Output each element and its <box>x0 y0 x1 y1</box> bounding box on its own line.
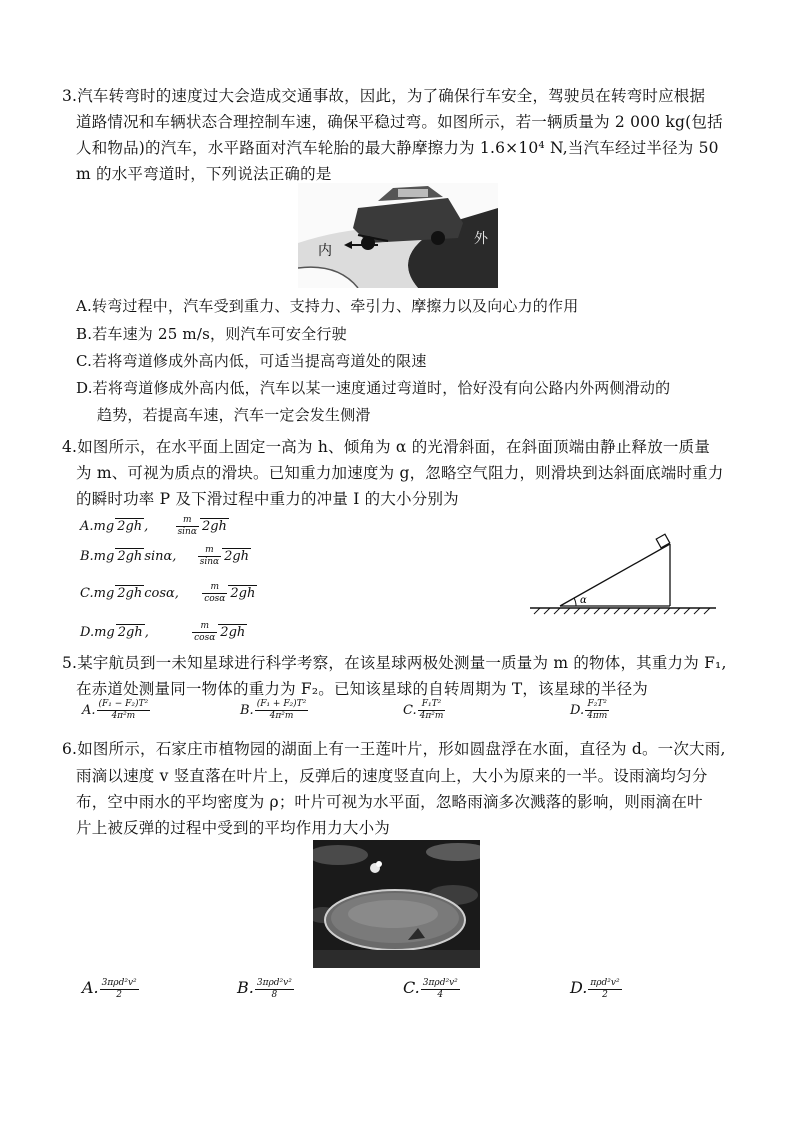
q5-option-b: B. $\frac{\text{(F₁ + F₂)T²}}{\text{4π²m}}$ <box>240 699 307 721</box>
q4-line3: 的瞬时功率 P 及下滑过程中重力的冲量 I 的大小分别为 <box>76 490 459 508</box>
q6-line2: 雨滴以速度 v 竖直落在叶片上，反弹后的速度竖直向上，大小为原来的一半。设雨滴均匀分 <box>76 767 708 785</box>
fig-outer-label: 外 <box>474 231 488 247</box>
q4-option-d: D.mg 2gh , $\frac{m}{\cos\alpha}$ 2gh <box>80 621 246 643</box>
q6-line3: 布，空中雨水的平均密度为 ρ；叶片可视为水平面，忽略雨滴多次溅落的影响，则雨滴在叶 <box>76 793 703 811</box>
incline-figure <box>530 530 720 615</box>
q3-option-b: B.若车速为 25 m/s，则汽车可安全行驶 <box>76 325 347 343</box>
q6-option-c: C. $\frac{\text{3πρd²v²}}{4}$ <box>403 978 458 1000</box>
q3-option-d-line1: D.若将弯道修成外高内低，汽车以某一速度通过弯道时，恰好没有向公路内外两侧滑动的 <box>76 379 671 397</box>
q4-line2: 为 m、可视为质点的滑块。已知重力加速度为 g，忽略空气阻力，则滑块到达斜面底端时重力 <box>76 464 724 482</box>
lotus-leaf-photo <box>313 840 480 968</box>
q6-line4: 片上被反弹的过程中受到的平均作用力大小为 <box>76 819 391 837</box>
q5-option-c: C. $\frac{\text{F₁T²}}{\text{4π²m}}$ <box>403 699 444 721</box>
q6-line1: 6.如图所示，石家庄市植物园的湖面上有一王莲叶片，形如圆盘浮在水面，直径为 d。一次大雨, <box>62 740 726 758</box>
q5-line1: 5.某宇航员到一未知星球进行科学考察，在该星球两极处测量一质量为 m 的物体，其重力为 F₁, <box>62 654 727 672</box>
fig-inner-label: 内 <box>318 243 332 259</box>
q4-option-b: B.mg 2gh sinα, $\frac{m}{\sin\alpha}$ 2gh <box>80 545 250 567</box>
q3-line4: m 的水平弯道时，下列说法正确的是 <box>76 165 332 183</box>
q6-option-d: D. $\frac{\text{πρd²v²}}{2}$ <box>570 978 620 1000</box>
q4-option-a: A.mg 2gh , $\frac{m}{\sin\alpha}$ 2gh <box>80 515 227 537</box>
q6-option-b: B. $\frac{\text{3πρd²v²}}{8}$ <box>237 978 292 1000</box>
q4-option-c: C.mg 2gh cosα, $\frac{m}{\cos\alpha}$ 2gh <box>80 582 256 604</box>
q3-line1: 3.汽车转弯时的速度过大会造成交通事故，因此，为了确保行车安全，驾驶员在转弯时应根据 <box>62 87 706 105</box>
q4-line1: 4.如图所示，在水平面上固定一高为 h、倾角为 α 的光滑斜面，在斜面顶端由静止释放一质量 <box>62 438 711 456</box>
q6-option-a: A. $\frac{\text{3πρd²v²}}{2}$ <box>82 978 137 1000</box>
ground-hatch <box>534 608 710 614</box>
q5-option-a: A. $\frac{\text{(F₁ − F₂)T²}}{\text{4π²m}}$ <box>82 699 149 721</box>
q5-option-d: D. $\frac{\text{F₂T²}}{4\pi m}$ <box>570 699 608 721</box>
q3-option-d-line2: 趋势，若提高车速，汽车一定会发生侧滑 <box>97 406 371 424</box>
q3-line3: 人和物品)的汽车，水平路面对汽车轮胎的最大静摩擦力为 1.6×10⁴ N,当汽车经过半径为 50 <box>76 139 719 157</box>
q3-option-c: C.若将弯道修成外高内低，可适当提高弯道处的限速 <box>76 352 427 370</box>
q5-line2: 在赤道处测量同一物体的重力为 F₂。已知该星球的自转周期为 T，该星球的半径为 <box>76 680 648 698</box>
q3-option-a: A.转弯过程中，汽车受到重力、支持力、牵引力、摩擦力以及向心力的作用 <box>76 297 579 315</box>
q3-line2: 道路情况和车辆状态合理控制车速，确保平稳过弯。如图所示，若一辆质量为 2 000 kg(包括 <box>76 113 723 131</box>
angle-alpha-label: α <box>580 595 587 606</box>
car-turning-figure <box>298 183 498 288</box>
